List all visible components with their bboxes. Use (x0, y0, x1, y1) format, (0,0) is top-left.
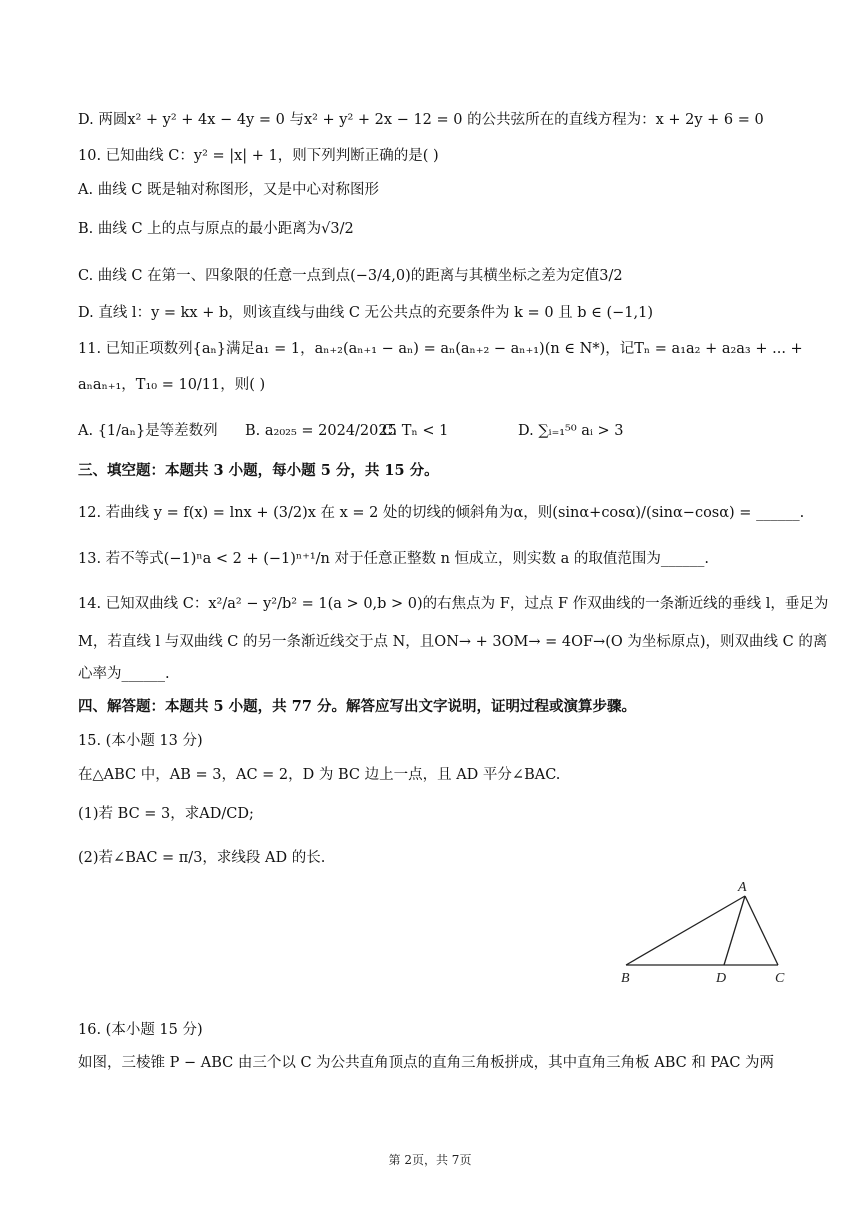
q11-option-b: B. a₂₀₂₅ = 2024/2025 (245, 423, 397, 439)
label-c: C (775, 971, 785, 986)
page-footer: 第 2页，共 7页 (388, 1153, 472, 1167)
q9-option-d: D. 两圆x² + y² + 4x − 4y = 0 与x² + y² + 2x − 12 = 0 的公共弦所在的直线方程为：x + 2y + 6 = 0 (78, 112, 764, 128)
q10-option-d: D. 直线 l：y = kx + b，则该直线与曲线 C 无公共点的充要条件为 k = 0 且 b ∈ (−1,1) (78, 305, 654, 321)
q10-option-b: B. 曲线 C 上的点与原点的最小距离为√3/2 (78, 221, 354, 237)
q16-stem: 如图，三棱锥 P − ABC 由三个以 C 为公共直角顶点的直角三角板拼成，其中直角三角板 ABC 和 PAC 为两 (78, 1055, 775, 1071)
q10-option-c: C. 曲线 C 在第一、四象限的任意一点到点(−3/4,0)的距离与其横坐标之差为定值3/2 (78, 268, 623, 284)
triangle-figure (615, 876, 795, 988)
label-a: A (738, 880, 747, 895)
q14-line2: M，若直线 l 与双曲线 C 的另一条渐近线交于点 N，且ON→ + 3OM→ = 4OF→(O 为坐标原点)，则双曲线 C 的离 (78, 634, 828, 650)
section-4-heading: 四、解答题：本题共 5 小题，共 77 分。解答应写出文字说明，证明过程或演算步骤。 (78, 698, 636, 715)
label-d: D (716, 971, 727, 986)
q14-line1: 14. 已知双曲线 C：x²/a² − y²/b² = 1(a > 0,b > 0)的右焦点为 F，过点 F 作双曲线的一条渐近线的垂线 l，垂足为 (78, 596, 829, 612)
q13: 13. 若不等式(−1)ⁿa < 2 + (−1)ⁿ⁺¹/n 对于任意正整数 n 恒成立，则实数 a 的取值范围为______. (78, 551, 710, 567)
q16-header: 16. (本小题 15 分) (78, 1022, 203, 1038)
q11-options (78, 421, 800, 441)
q11-option-d: D. ∑ᵢ₌₁⁵⁰ aᵢ > 3 (518, 423, 624, 439)
section-3-heading: 三、填空题：本题共 3 小题，每小题 5 分，共 15 分。 (78, 462, 439, 479)
segment-ac (745, 896, 778, 965)
label-b: B (621, 971, 630, 986)
q15-part2: (2)若∠BAC = π/3，求线段 AD 的长. (78, 850, 326, 866)
q11-stem-line2: aₙaₙ₊₁，T₁₀ = 10/11，则( ) (78, 377, 266, 393)
q14-line3: 心率为______. (78, 666, 170, 682)
q15-stem: 在△ABC 中，AB = 3，AC = 2，D 为 BC 边上一点，且 AD 平分∠BAC. (78, 767, 561, 783)
q10-stem: 10. 已知曲线 C：y² = |x| + 1，则下列判断正确的是( ) (78, 148, 439, 164)
q11-option-a: A. {1/aₙ}是等差数列 (78, 423, 218, 439)
q15-part1: (1)若 BC = 3，求AD/CD; (78, 806, 254, 822)
q10-option-a: A. 曲线 C 既是轴对称图形，又是中心对称图形 (78, 182, 380, 198)
q11-option-c: C. Tₙ < 1 (382, 423, 449, 439)
q11-stem-line1: 11. 已知正项数列{aₙ}满足a₁ = 1，aₙ₊₂(aₙ₊₁ − aₙ) = aₙ(aₙ₊₂ − aₙ₊₁)(n ∈ N*)，记Tₙ = a₁a₂ + a₂a₃ + ... + (78, 341, 803, 357)
q12: 12. 若曲线 y = f(x) = lnx + (3/2)x 在 x = 2 处的切线的倾斜角为α，则(sinα+cosα)/(sinα−cosα) = ______. (78, 505, 805, 521)
q15-header: 15. (本小题 13 分) (78, 733, 203, 749)
